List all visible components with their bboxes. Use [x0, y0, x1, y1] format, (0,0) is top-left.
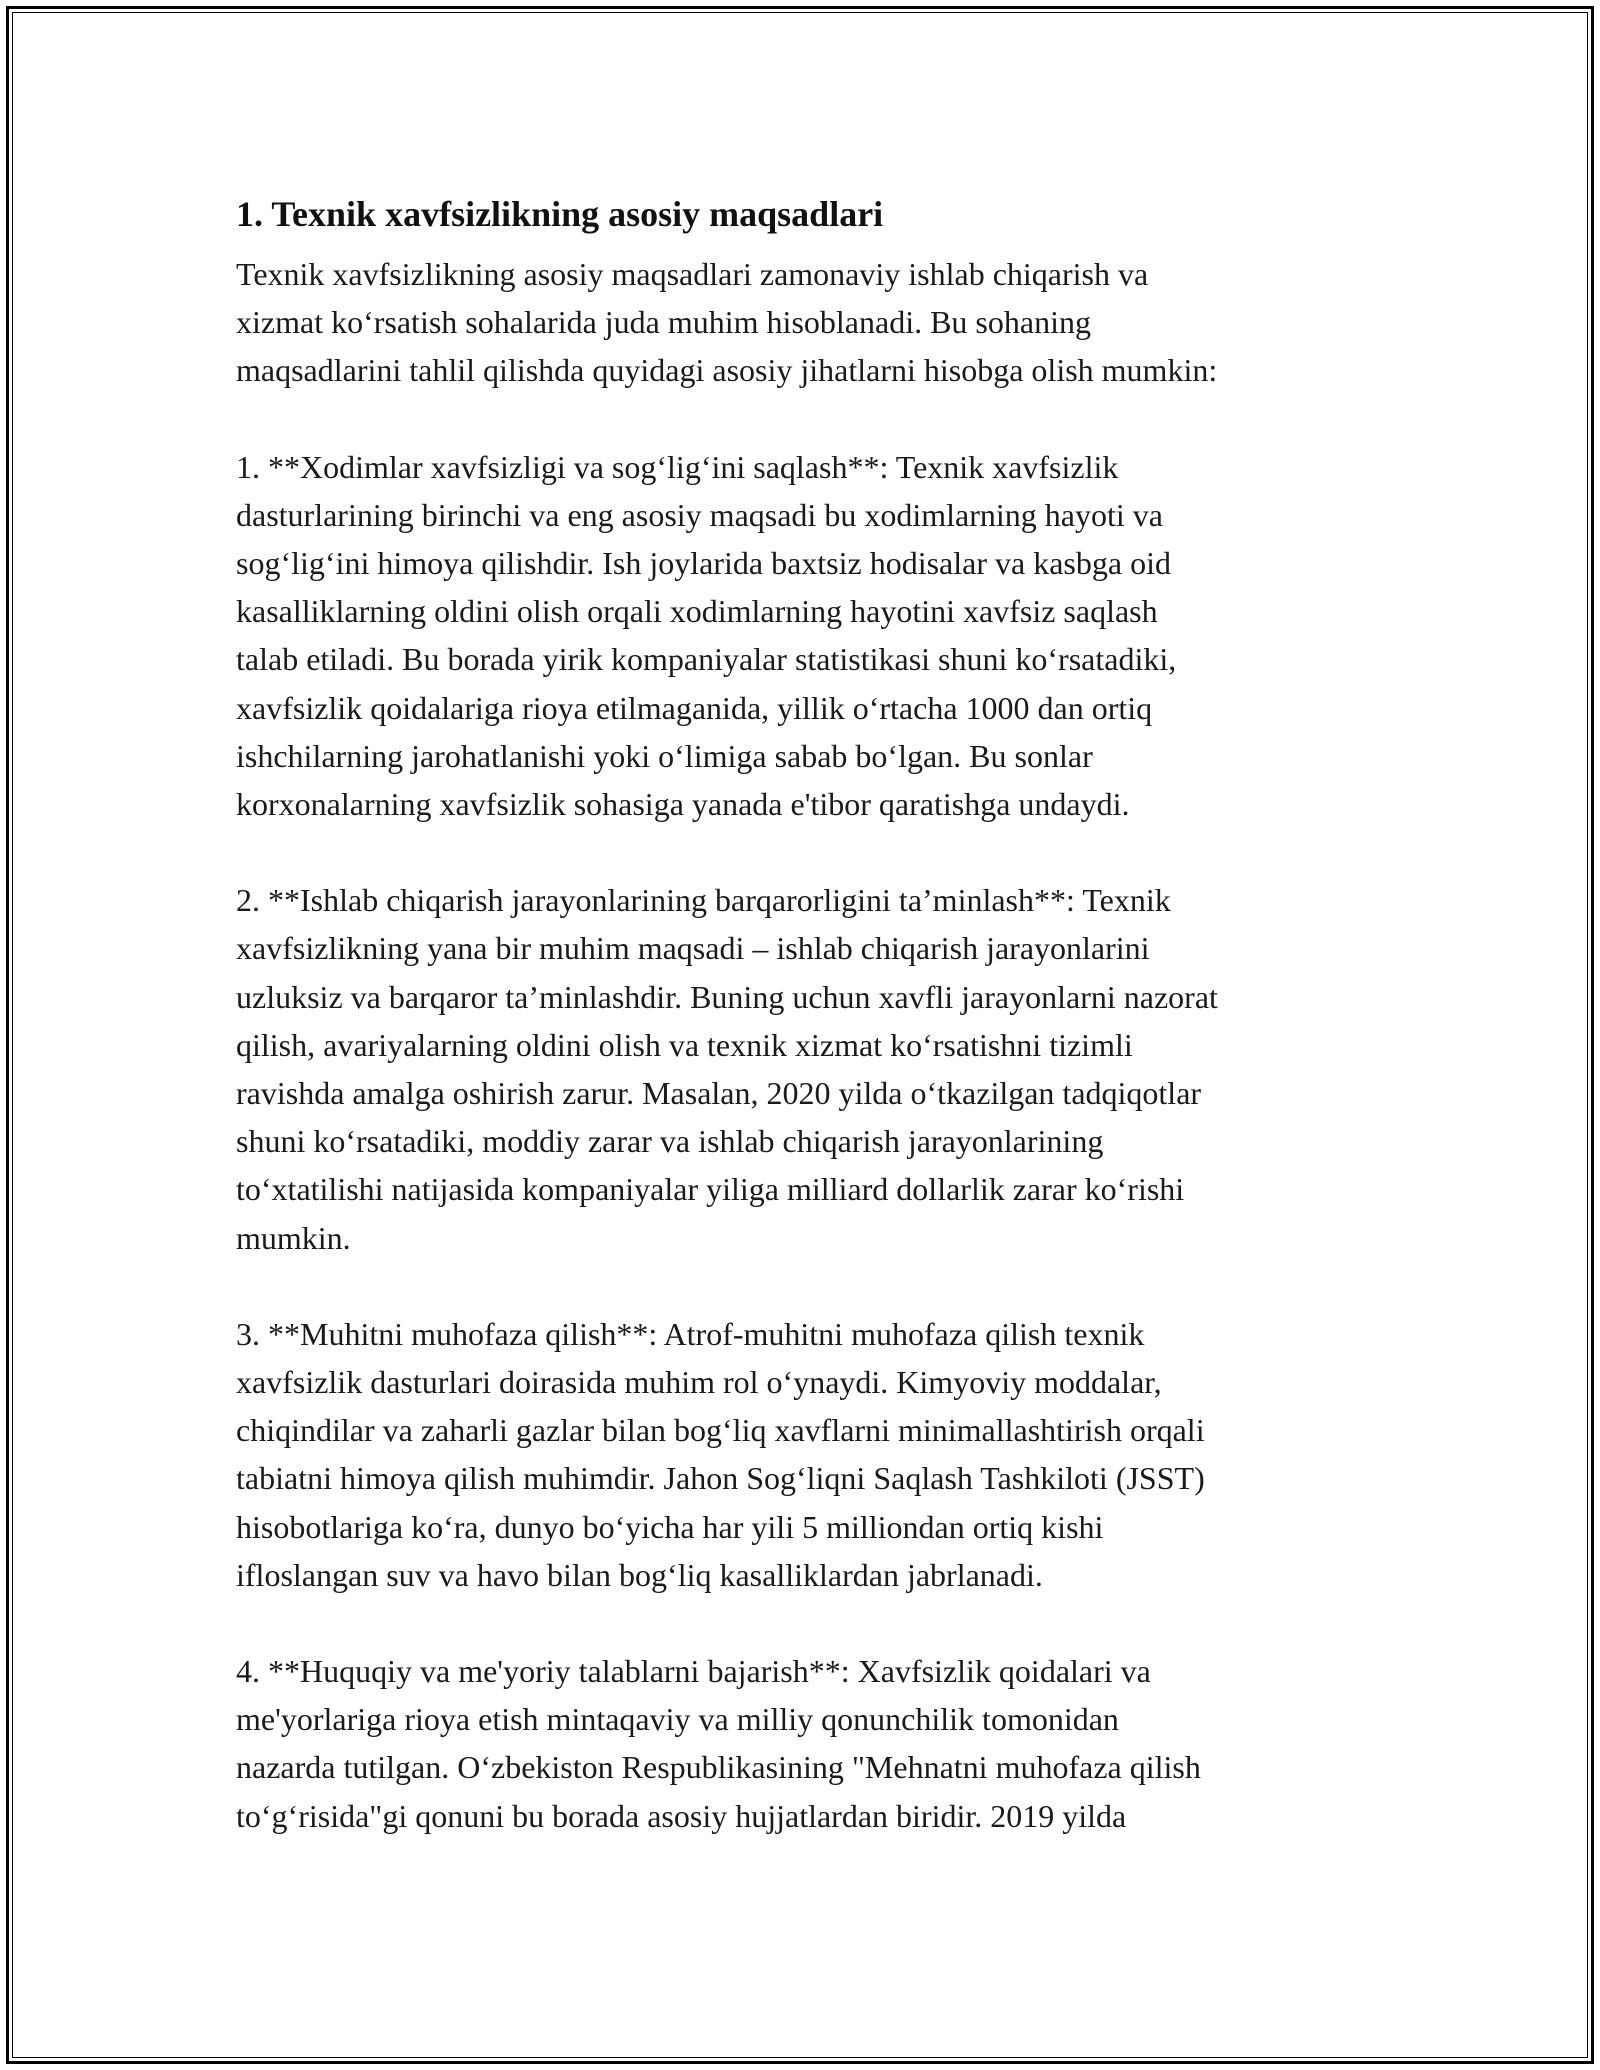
paragraph-legal-requirements: 4. **Huquqiy va me'yoriy talablarni bajarish**: Xavfsizlik qoidalari va me'yorlariga rioya etish mintaqaviy va milliy qonunchilik tomonidan nazarda tutilgan. O‘zbekiston Respublikasining "Mehnatni muhofaza qilish to‘g‘risida"gi qonuni bu borada asosiy hujjatlardan biridir. 2019 yilda — [236, 1653, 1201, 1834]
document-body — [236, 188, 1376, 1840]
paragraph-environment-protection: 3. **Muhitni muhofaza qilish**: Atrof-muhitni muhofaza qilish texnik xavfsizlik dasturlari doirasida muhim rol o‘ynaydi. Kimyoviy moddalar, chiqindilar va zaharli gazlar bilan bog‘liq xavflarni minimallashtirish orqali tabiatni himoya qilish muhimdir. Jahon Sog‘liqni Saqlash Tashkiloti (JSST) hisobotlariga ko‘ra, dunyo bo‘yicha har yili 5 milliondan ortiq kishi ifloslangan suv va havo bilan bog‘liq kasalliklardan jabrlanadi. — [236, 1315, 1205, 1593]
section-heading: 1. Texnik xavfsizlikning asosiy maqsadlari — [236, 194, 884, 234]
paragraph-worker-safety: 1. **Xodimlar xavfsizligi va sog‘lig‘ini saqlash**: Texnik xavfsizlik dasturlarining birinchi va eng asosiy maqsadi bu xodimlarning hayoti va sog‘lig‘ini himoya qilishdir. Ish joylarida baxtsiz hodisalar va kasbga oid kasalliklarning oldini olish orqali xodimlarning hayotini xavfsiz saqlash talab etiladi. Bu borada yirik kompaniyalar statistikasi shuni ko‘rsatadiki, xavfsizlik qoidalariga rioya etilmaganida, yillik o‘rtacha 1000 dan ortiq ishchilarning jarohatlanishi yoki o‘limiga sabab bo‘lgan. Bu sonlar korxonalarning xavfsizlik sohasiga yanada e'tibor qaratishga undaydi. — [236, 448, 1177, 823]
intro-paragraph: Texnik xavfsizlikning asosiy maqsadlari zamonaviy ishlab chiqarish va xizmat ko‘rsatish sohalarida juda muhim hisoblanadi. Bu sohaning maqsadlarini tahlil qilishda quyidagi asosiy jihatlarni hisobga olish mumkin: — [236, 256, 1218, 389]
paragraph-production-stability: 2. **Ishlab chiqarish jarayonlarining barqarorligini ta’minlash**: Texnik xavfsizlikning yana bir muhim maqsadi – ishlab chiqarish jarayonlarini uzluksiz va barqaror ta’minlashdir. Buning uchun xavfli jarayonlarni nazorat qilish, avariyalarning oldini olish va texnik xizmat ko‘rsatishni tizimli ravishda amalga oshirish zarur. Masalan, 2020 yilda o‘tkazilgan tadqiqotlar shuni ko‘rsatadiki, moddiy zarar va ishlab chiqarish jarayonlarining to‘xtatilishi natijasida kompaniyalar yiliga milliard dollarlik zarar ko‘rishi mumkin. — [236, 882, 1218, 1256]
